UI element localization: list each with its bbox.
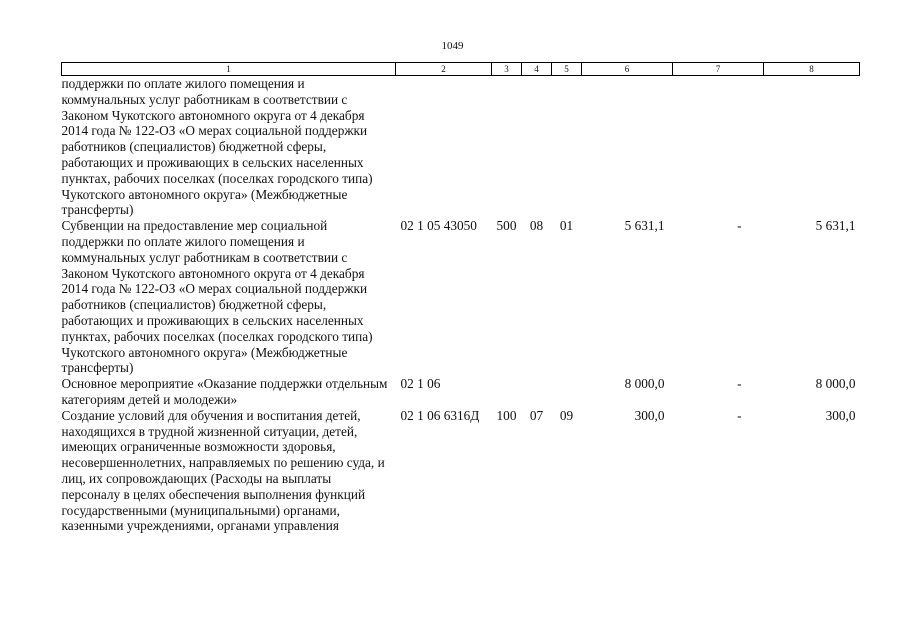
table-row <box>62 218 860 376</box>
row-rz <box>522 76 552 219</box>
column-header: 5 <box>552 63 582 76</box>
row-total: 5 631,1 <box>815 218 856 234</box>
row-name: Основное мероприятие «Оказание поддержки отдельным категориям детей и молодежи» <box>61 376 388 407</box>
column-header: 4 <box>522 63 552 76</box>
row-name: Субвенции на предоставление мер социальной поддержки по оплате жилого помещения и коммунальных услуг работникам в соответствии с Законом Чукотского автономного округа от 4 декабря 2014 года № 122-ОЗ «О мерах социальной поддержки работников (специалистов) бюджетной сферы, работающих и проживающих в сельских населенных пунктах, рабочих поселках (поселках городского типа) Чукотского автономного округа» (Межбюджетные трансферты) <box>61 218 373 376</box>
row-rz: 08 <box>529 218 544 234</box>
row-sum: 5 631,1 <box>624 218 665 234</box>
row-vr: 500 <box>496 218 517 234</box>
page-number: 1049 <box>441 40 464 52</box>
row-name: поддержки по оплате жилого помещения и коммунальных услуг работникам в соответствии с Законом Чукотского автономного округа от 4 декабря 2014 года № 122-ОЗ «О мерах социальной поддержки работников (специалистов) бюджетной сферы, работающих и проживающих в сельских населенных пунктах, рабочих поселках (поселках городского типа) Чукотского автономного округа» (Межбюджетные трансферты) <box>61 76 373 218</box>
row-change: - <box>737 376 742 392</box>
row-vr <box>492 376 522 408</box>
table-row <box>62 408 860 534</box>
row-pr: 01 <box>559 218 574 234</box>
row-pr <box>552 376 582 408</box>
column-header: 8 <box>764 63 860 76</box>
row-rz: 07 <box>529 407 544 423</box>
row-total: 300,0 <box>825 407 856 423</box>
row-sum: 300,0 <box>634 407 665 423</box>
column-header: 2 <box>396 63 492 76</box>
row-sum <box>582 76 673 219</box>
column-number-header <box>62 63 860 76</box>
row-change: - <box>737 218 742 234</box>
column-header: 1 <box>62 63 396 76</box>
budget-table <box>61 62 860 534</box>
row-sum: 8 000,0 <box>624 376 665 392</box>
row-code: 02 1 05 43050 <box>400 218 477 234</box>
row-pr: 09 <box>559 407 574 423</box>
table-row <box>62 376 860 408</box>
column-header: 7 <box>673 63 764 76</box>
row-name: Создание условий для обучения и воспитания детей, находящихся в трудной жизненной ситуации, детей, имеющих ограниченные возможности здоровья, несовершеннолетних, направляемых по решению суда, и лиц, их сопровождающих (Расходы на выплаты персоналу в целях обеспечения выполнения функций государственными (муниципальными) органами, казенными учреждениями, органами управления <box>61 407 385 534</box>
row-vr: 100 <box>496 407 517 423</box>
row-change: - <box>737 407 742 423</box>
column-header: 6 <box>582 63 673 76</box>
row-total <box>764 76 860 219</box>
row-change <box>673 76 764 219</box>
row-pr <box>552 76 582 219</box>
row-total: 8 000,0 <box>815 376 856 392</box>
column-header: 3 <box>492 63 522 76</box>
table-row <box>62 76 860 219</box>
row-rz <box>522 376 552 408</box>
row-code: 02 1 06 6316Д <box>400 407 480 423</box>
row-code: 02 1 06 <box>400 376 441 392</box>
row-code <box>396 76 492 219</box>
row-vr <box>492 76 522 219</box>
